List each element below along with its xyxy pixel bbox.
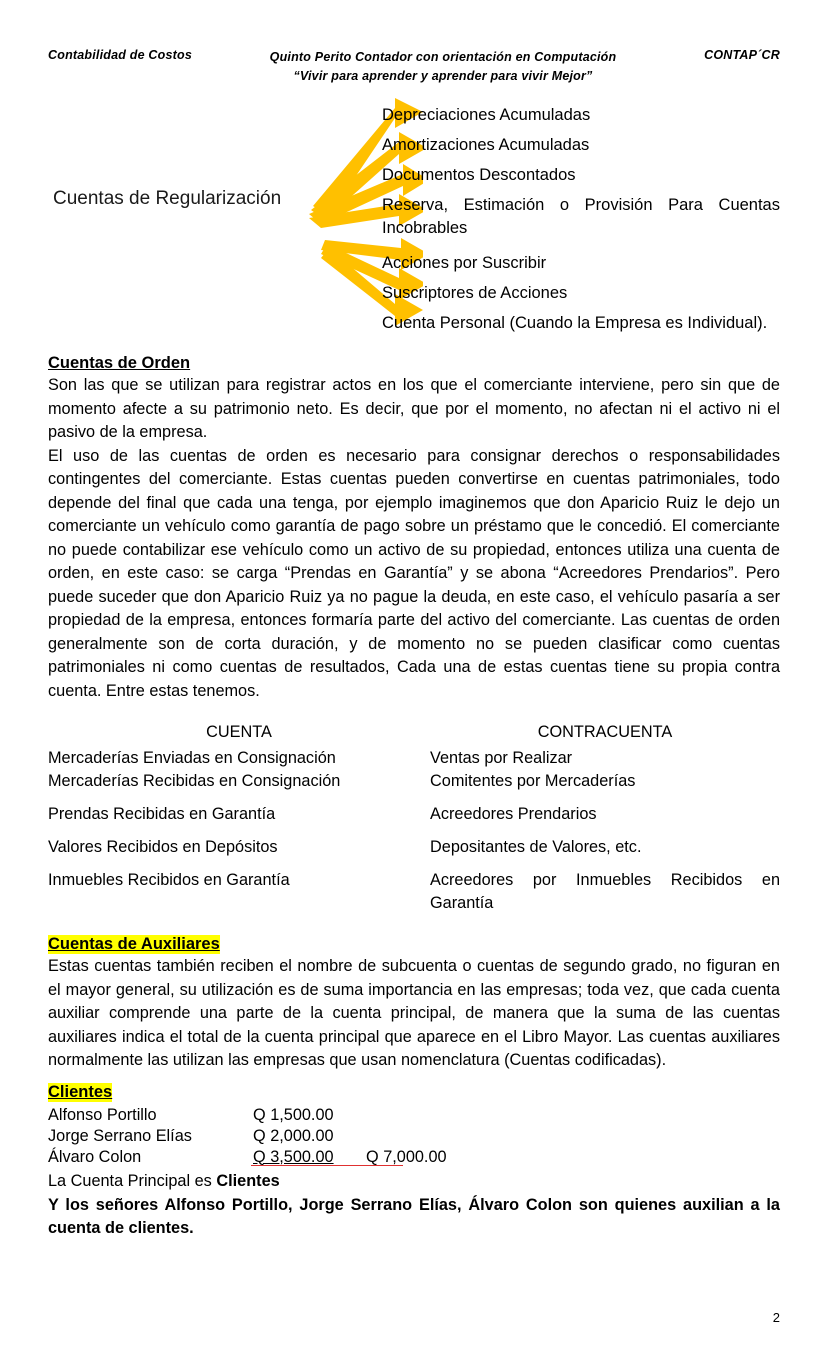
client-amount: Q 3,500.00	[253, 1147, 334, 1166]
table-cell-cuenta: Prendas Recibidas en Garantía	[48, 805, 276, 823]
cuenta-principal-prefix: La Cuenta Principal es	[48, 1171, 217, 1190]
closing-paragraph: Y los señores Alfonso Portillo, Jorge Serrano Elías, Álvaro Colon son quienes auxilian a la cuenta de clientes.	[48, 1195, 780, 1237]
table-cell-cuenta: Valores Recibidos en Depósitos	[48, 838, 278, 856]
table-spacer-row	[48, 793, 780, 803]
table-cell-cuenta: Mercaderías Recibidas en Consignación	[48, 772, 341, 790]
cuentas-de-orden-paragraph-2: El uso de las cuentas de orden es necesario para consignar derechos o responsabilidades contingentes del comerciante. Estas cuentas pueden convertirse en cuentas patrimoniales, todo depende del final que cada una tenga, por ejemplo imaginemos que don Aparicio Ruiz le dejo un comerciante un vehículo como garantía de pago sobre un préstamo que le concedió. El comerciante no puede contabilizar ese vehículo como un activo de su propiedad, entonces utiliza una cuenta de orden, en este caso: se carga “Prendas en Garantía” y se abona “Acreedores Prendarios”. Pero puede suceder que don Aparicio Ruiz ya no pague la deuda, en este caso, el vehículo pasaría a ser propiedad de la empresa, entonces formaría parte del activo del comerciante. Las cuentas de orden generalmente son de corta duración, y de momento no se pueden clasificar como cuentas patrimoniales ni como cuentas de resultados, Cada una de estas cuentas tiene su propia contra cuenta. Entre estas tenemos.	[48, 446, 780, 700]
table-cell-contracuenta: Depositantes de Valores, etc.	[430, 838, 642, 856]
list-item	[48, 1126, 780, 1147]
list-item	[48, 1147, 780, 1168]
cuentas-auxiliares-paragraph: Estas cuentas también reciben el nombre de subcuenta o cuentas de segundo grado, no figuran en el mayor general, su utilización es de suma importancia en las empresas; toda vez, que cada cuenta auxiliar comprende una parte de la cuenta principal, de manera que la suma de las cuentas auxiliares indica el total de la cuenta principal que aparece en el Libro Mayor. Las cuentas auxiliares normalmente las utilizan las empresas que usan nomenclatura (Cuentas codificadas).	[48, 957, 780, 1069]
table-cell-cuenta: Mercaderías Enviadas en Consignación	[48, 749, 336, 767]
client-total: Q 7,000.00	[366, 1147, 447, 1166]
page-number: 2	[772, 1310, 780, 1325]
diagram-item-1: Depreciaciones Acumuladas	[382, 106, 591, 124]
header-center-line1: Quinto Perito Contador con orientación en Computación	[269, 50, 617, 64]
section-heading-cuentas-de-auxiliares: Cuentas de Auxiliares	[48, 935, 220, 953]
table-row	[48, 803, 780, 826]
table-row	[48, 770, 780, 793]
page-header	[48, 42, 780, 86]
header-left-text: Contabilidad de Costos	[48, 48, 192, 62]
client-amount: Q 1,500.00	[253, 1105, 334, 1124]
table-cell-cuenta: Inmuebles Recibidos en Garantía	[48, 871, 290, 889]
table-cell-contracuenta: Comitentes por Mercaderías	[430, 772, 636, 790]
list-item	[48, 1105, 780, 1126]
table-spacer-row	[48, 859, 780, 869]
table-header-row	[48, 721, 780, 747]
client-name: Álvaro Colon	[48, 1147, 142, 1166]
clientes-list	[48, 1105, 780, 1168]
regularization-accounts-diagram	[48, 98, 780, 348]
diagram-item-4: Reserva, Estimación o Provisión Para Cuentas Incobrables	[382, 196, 780, 237]
cuentas-de-orden-paragraph-1: Son las que se utilizan para registrar actos en los que el comerciante interviene, pero sin que de momento afecte a su patrimonio neto. Es decir, que por el momento, no afectan ni el activo ni el pasivo de la empresa.	[48, 376, 780, 441]
table-header-cuenta: CUENTA	[206, 723, 272, 741]
table-row	[48, 836, 780, 859]
cuenta-principal-line	[48, 1170, 780, 1192]
section-heading-cuentas-de-orden: Cuentas de Orden	[48, 354, 191, 372]
table-spacer-row	[48, 826, 780, 836]
header-center-text	[233, 48, 653, 86]
diagram-item-7: Cuenta Personal (Cuando la Empresa es Individual).	[382, 314, 768, 332]
table-row	[48, 747, 780, 770]
header-right-text: CONTAP´CR	[704, 48, 780, 62]
client-name: Alfonso Portillo	[48, 1105, 157, 1124]
table-cell-contracuenta: Acreedores por Inmuebles Recibidos en Garantía	[430, 871, 780, 912]
header-center-line2: “Vivir para aprender y aprender para vivir Mejor”	[293, 69, 593, 83]
cuenta-principal-value: Clientes	[216, 1171, 280, 1190]
table-header-contracuenta: CONTRACUENTA	[537, 723, 673, 741]
diagram-label: Cuentas de Regularización	[53, 188, 282, 209]
table-cell-contracuenta: Acreedores Prendarios	[430, 805, 597, 823]
red-underline-rule	[251, 1165, 403, 1166]
diagram-item-6: Suscriptores de Acciones	[382, 284, 568, 302]
diagram-item-2: Amortizaciones Acumuladas	[382, 136, 590, 154]
client-name: Jorge Serrano Elías	[48, 1126, 192, 1145]
diagram-item-5: Acciones por Suscribir	[382, 254, 547, 272]
diagram-item-3: Documentos Descontados	[382, 166, 576, 184]
accounts-contra-accounts-table	[48, 721, 780, 915]
table-row	[48, 869, 780, 915]
section-heading-clientes: Clientes	[48, 1082, 113, 1101]
table-cell-contracuenta: Ventas por Realizar	[430, 749, 573, 767]
client-amount: Q 2,000.00	[253, 1126, 334, 1145]
